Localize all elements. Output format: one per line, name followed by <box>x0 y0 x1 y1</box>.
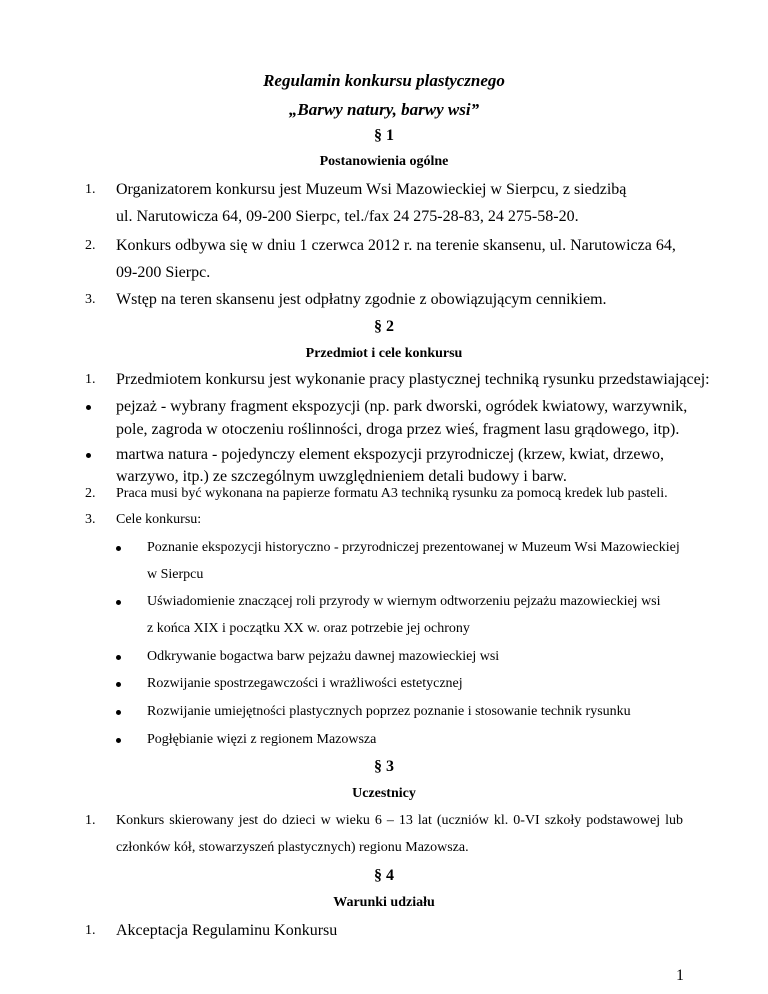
item-text: Wstęp na teren skansenu jest odpłatny zgodnie z obowiązującym cennikiem. <box>116 291 607 308</box>
goal-item: Poznanie ekspozycji historyczno - przyrodniczej prezentowanej w Muzeum Wsi Mazowieckiej <box>147 540 680 555</box>
item-number: 3. <box>85 512 96 527</box>
item-text: 09-200 Sierpc. <box>116 264 211 281</box>
document-subtitle: „Barwy natury, barwy wsi” <box>288 100 480 119</box>
item-text: Praca musi być wykonana na papierze formatu A3 techniką rysunku za pomocą kredek lub pasteli. <box>116 486 668 501</box>
item-text: Akceptacja Regulaminu Konkursu <box>116 922 338 939</box>
goal-item: w Sierpcu <box>147 567 204 582</box>
bullet-icon <box>116 738 121 743</box>
item-number: 1. <box>85 923 96 938</box>
item-text: członków kół, stowarzyszeń plastycznych) regionu Mazowsza. <box>116 840 469 855</box>
document-title: Regulamin konkursu plastycznego <box>263 71 505 90</box>
item-number: 2. <box>85 486 96 501</box>
section-mark: § 3 <box>374 758 394 775</box>
goal-item: Pogłębianie więzi z regionem Mazowsza <box>147 732 377 747</box>
item-text: pejzaż - wybrany fragment ekspozycji (np. park dworski, ogródek kwiatowy, warzywnik, <box>116 398 688 415</box>
bullet-icon <box>116 546 121 551</box>
item-number: 1. <box>85 813 96 828</box>
goal-item: z końca XIX i początku XX w. oraz potrzebie jej ochrony <box>147 621 470 636</box>
goal-item: Rozwijanie umiejętności plastycznych poprzez poznanie i stosowanie technik rysunku <box>147 704 631 719</box>
section-heading: Warunki udziału <box>333 895 435 910</box>
item-text: Cele konkursu: <box>116 512 202 527</box>
item-text: martwa natura - pojedynczy element ekspozycji przyrodniczej (krzew, kwiat, drzewo, <box>116 446 665 463</box>
section-heading: Przedmiot i cele konkursu <box>305 346 463 361</box>
bullet-icon <box>116 682 121 687</box>
page-number: 1 <box>676 967 684 984</box>
item-text: Organizatorem konkursu jest Muzeum Wsi Mazowieckiej w Sierpcu, z siedzibą <box>116 181 627 198</box>
item-text: ul. Narutowicza 64, 09-200 Sierpc, tel./fax 24 275-28-83, 24 275-58-20. <box>116 208 579 225</box>
section-mark: § 2 <box>374 318 394 335</box>
section-heading: Postanowienia ogólne <box>319 154 449 169</box>
goal-item: Odkrywanie bogactwa barw pejzażu dawnej mazowieckiej wsi <box>147 649 500 664</box>
bullet-icon <box>116 600 121 605</box>
item-text: Konkurs skierowany jest do dzieci w wieku 6 – 13 lat (uczniów kl. 0-VI szkoły podstawowej lub <box>116 813 683 828</box>
section-mark: § 4 <box>374 867 394 884</box>
bullet-icon <box>86 405 91 410</box>
item-number: 2. <box>85 238 96 253</box>
goal-item: Rozwijanie spostrzegawczości i wrażliwości estetycznej <box>147 676 463 691</box>
bullet-icon <box>86 453 91 458</box>
item-text: warzywo, itp.) ze szczególnym uwzględnieniem detali budowy i barw. <box>116 468 567 485</box>
item-number: 3. <box>85 292 96 307</box>
item-text: Konkurs odbywa się w dniu 1 czerwca 2012 r. na terenie skansenu, ul. Narutowicza 64, <box>116 237 676 254</box>
section-mark: § 1 <box>374 127 394 144</box>
item-text: Przedmiotem konkursu jest wykonanie pracy plastycznej techniką rysunku przedstawiającej: <box>116 371 710 388</box>
item-number: 1. <box>85 182 96 197</box>
item-text: pole, zagroda w otoczeniu roślinności, droga przez wieś, fragment lasu grądowego, itp). <box>116 421 680 438</box>
bullet-icon <box>116 655 121 660</box>
goal-item: Uświadomienie znaczącej roli przyrody w wiernym odtworzeniu pejzażu mazowieckiej wsi <box>147 594 661 609</box>
section-heading: Uczestnicy <box>352 786 416 801</box>
bullet-icon <box>116 710 121 715</box>
item-number: 1. <box>85 372 96 387</box>
